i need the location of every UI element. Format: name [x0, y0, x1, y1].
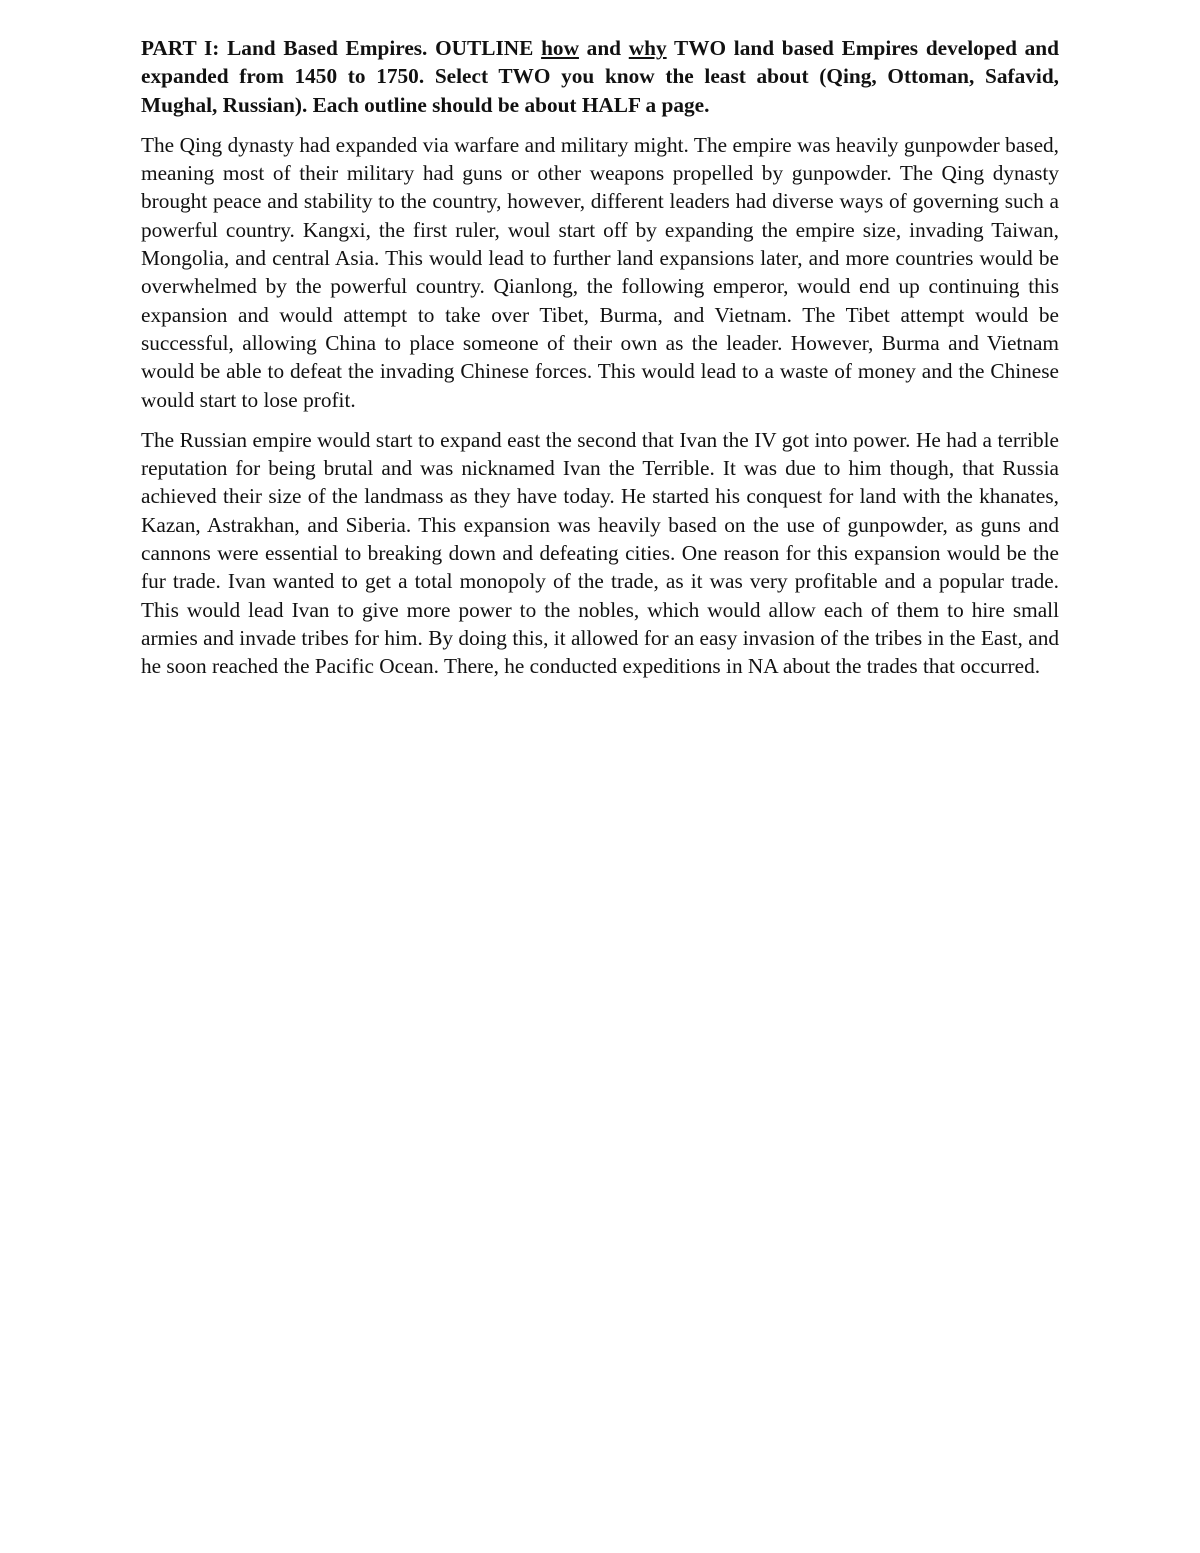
qing-paragraph: The Qing dynasty had expanded via warfare and military might. The empire was heavily gunpowder based, meaning most of their military had guns or other weapons propelled by gunpowder. The Qing dynasty brought peace and stability to the country, however, different leaders had diverse ways of governing such a powerful country. Kangxi, the first ruler, woul start off by expanding the empire size, invading Taiwan, Mongolia, and central Asia. This would lead to further land expansions later, and more countries would be overwhelmed by the powerful country. Qianlong, the following emperor, would end up continuing this expansion and would attempt to take over Tibet, Burma, and Vietnam. The Tibet attempt would be successful, allowing China to place someone of their own as the leader. However, Burma and Vietnam would be able to defeat the invading Chinese forces. This would lead to a waste of money and the Chinese would start to lose profit. [141, 132, 1059, 412]
document-page [141, 34, 1059, 693]
prompt-part-label: PART I: [141, 36, 220, 60]
russian-paragraph: The Russian empire would start to expand east the second that Ivan the IV got into power. He had a terrible reputation for being brutal and was nicknamed Ivan the Terrible. It was due to him though, that Russia achieved their size of the landmass as they have today. He started his conquest for land with the khanates, Kazan, Astrakhan, and Siberia. This expansion was heavily based on the use of gunpowder, as guns and cannons were essential to breaking down and defeating cities. One reason for this expansion would be the fur trade. Ivan wanted to get a total monopoly of the trade, as it was very profitable and a popular trade. This would lead Ivan to give more power to the nobles, which would allow each of them to hire small armies and invade tribes for him. By doing this, it allowed for an easy invasion of the tribes in the East, and he soon reached the Pacific Ocean. There, he conducted expeditions in NA about the trades that occurred. [141, 427, 1059, 679]
prompt-text-1: Land Based Empires. OUTLINE [219, 36, 542, 60]
prompt-text-3: TWO land based Empires developed and expanded from 1450 to 1750. Select TWO you know the least about (Qing, Ottoman, Safavid, Mughal, Russian). Each outline should be about HALF a page. [141, 36, 1059, 117]
prompt-underline-how: how [541, 36, 579, 60]
assignment-prompt [141, 34, 1059, 119]
prompt-text-2: and [578, 36, 629, 60]
prompt-underline-why: why [628, 36, 667, 60]
